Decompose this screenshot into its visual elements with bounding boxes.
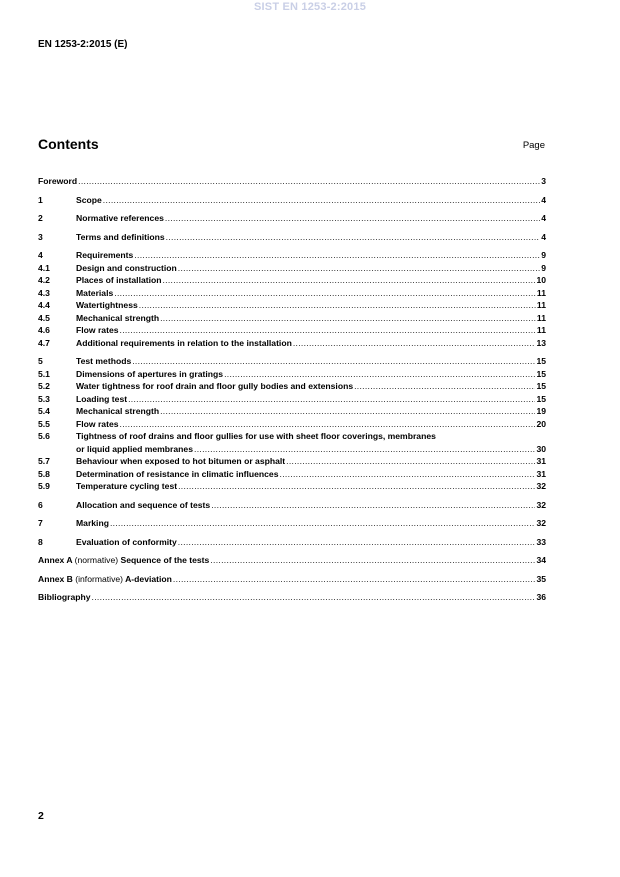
toc-entry-foreword[interactable]	[38, 175, 546, 188]
toc-entry-title: Marking	[76, 518, 109, 528]
toc-entry-title: Normative references	[76, 213, 164, 223]
toc-entry-4[interactable]	[38, 249, 546, 262]
toc-entry-page: 4	[541, 231, 546, 242]
toc-entry-5-3[interactable]	[38, 393, 546, 406]
page-number: 2	[38, 810, 44, 822]
toc-entry-page: 32	[536, 499, 546, 510]
toc-entry-number: 4.5	[38, 312, 50, 323]
toc-entry-title: Loading test	[76, 393, 128, 404]
toc-entry-number: 5.3	[38, 393, 50, 404]
toc-entry-page: 35	[536, 573, 546, 584]
toc-entry-4-5[interactable]	[38, 312, 546, 325]
toc-entry-page: 15	[536, 356, 546, 366]
toc-entry-number: 4.2	[38, 275, 50, 285]
toc-entry-5-5[interactable]	[38, 418, 546, 431]
annex-label: Annex A	[38, 555, 73, 565]
toc-entry-title: Evaluation of conformity	[76, 536, 177, 547]
toc-entry-number: 5.8	[38, 468, 50, 479]
toc-entry-number: 5.9	[38, 481, 50, 491]
toc-entry-title: Terms and definitions	[76, 231, 165, 242]
toc-entry-5-6[interactable]	[38, 443, 546, 456]
toc-entry-title: Flow rates	[76, 418, 119, 429]
toc-entry-number: 1	[38, 194, 43, 205]
toc-entry-number: 3	[38, 231, 43, 242]
toc-entry-1[interactable]	[38, 194, 546, 207]
toc-entry-title: Allocation and sequence of tests	[76, 499, 211, 510]
toc-entry-number: 5.1	[38, 368, 50, 379]
toc-entry-number: 2	[38, 213, 43, 223]
toc-entry-5-2[interactable]	[38, 380, 546, 393]
annex-label: Annex B	[38, 573, 73, 584]
toc-entry-title: Dimensions of apertures in gratings	[76, 368, 224, 379]
toc-entry-title: Materials	[76, 287, 114, 298]
toc-entry-title: or liquid applied membranes	[76, 443, 193, 454]
toc-entry-title: Mechanical strength	[76, 312, 160, 323]
toc-entry-page: 13	[536, 337, 546, 348]
toc-entry-5-4[interactable]	[38, 405, 546, 418]
toc-entry-number: 4.4	[38, 300, 50, 310]
toc-entry-page: 11	[536, 312, 546, 323]
toc-entry-page: 9	[541, 262, 546, 273]
toc-entry-4-4[interactable]	[38, 299, 546, 312]
toc-entry-5-9[interactable]	[38, 480, 546, 493]
toc-entry-number: 5.4	[38, 406, 50, 416]
toc-entry-page: 9	[541, 250, 546, 260]
toc-entry-8[interactable]	[38, 536, 546, 549]
toc-entry-title: Mechanical strength	[76, 406, 160, 416]
toc-entry-6[interactable]	[38, 499, 546, 512]
toc-entry-4-2[interactable]	[38, 274, 546, 287]
toc-entry-number: 5.2	[38, 381, 50, 391]
toc-entry-page: 34	[536, 555, 546, 565]
toc-entry-number: 5	[38, 356, 43, 366]
toc-entry-5-8[interactable]	[38, 468, 546, 481]
toc-entry-page: 11	[536, 300, 546, 310]
toc-entry-4-1[interactable]	[38, 262, 546, 275]
toc-entry-page: 15	[536, 381, 546, 391]
toc-entry-5-1[interactable]	[38, 368, 546, 381]
toc-entry-title: Determination of resistance in climatic influences	[76, 468, 279, 479]
toc-entry-number: 4.6	[38, 325, 50, 335]
toc-entry-page: 30	[536, 443, 546, 454]
toc-entry-page: 15	[536, 368, 546, 379]
document-id: EN 1253-2:2015 (E)	[38, 39, 128, 50]
toc-entry-5-7[interactable]	[38, 455, 546, 468]
toc-entry-number: 4.3	[38, 287, 50, 298]
toc-entry-annex-b[interactable]	[38, 573, 546, 586]
toc-entry-title: Test methods	[76, 356, 132, 366]
toc-entry-page: 36	[536, 592, 546, 602]
toc-entry-title: Temperature cycling test	[76, 481, 178, 491]
toc-entry-number: 4.1	[38, 262, 50, 273]
toc-entry-page: 32	[536, 518, 546, 528]
toc-entry-4-6[interactable]	[38, 324, 546, 337]
toc-entry-3[interactable]	[38, 231, 546, 244]
toc-entry-annex-a[interactable]	[38, 554, 546, 567]
toc-entry-title: Foreword	[38, 176, 78, 186]
toc-entry-title: Flow rates	[76, 325, 119, 335]
page-column-label: Page	[522, 140, 545, 151]
toc-entry-7[interactable]	[38, 517, 546, 530]
toc-entry-title: Places of installation	[76, 275, 162, 285]
contents-heading: Contents	[38, 136, 99, 152]
annex-type: (informative)	[75, 573, 124, 584]
toc-entry-5-6-line1[interactable]	[38, 430, 546, 443]
toc-entry-number: 4	[38, 250, 43, 260]
toc-entry-title: Watertightness	[76, 300, 138, 310]
toc-entry-4-3[interactable]	[38, 287, 546, 300]
toc-entry-page: 4	[541, 213, 546, 223]
toc-entry-number: 7	[38, 518, 43, 528]
toc-entry-page: 10	[536, 275, 546, 285]
toc-entry-title: Behaviour when exposed to hot bitumen or asphalt	[76, 456, 286, 466]
toc-entry-number: 5.5	[38, 418, 50, 429]
toc-entry-title: Water tightness for roof drain and floor gully bodies and extensions	[76, 381, 354, 391]
toc-entry-5[interactable]	[38, 355, 546, 368]
toc-entry-page: 32	[536, 481, 546, 491]
annex-type: (normative)	[74, 555, 119, 565]
toc-entry-page: 11	[536, 325, 546, 335]
toc-entry-number: 4.7	[38, 337, 50, 348]
toc-entry-page: 4	[541, 194, 546, 205]
toc-entry-page: 15	[536, 393, 546, 404]
toc-entry-title: Scope	[76, 194, 102, 205]
toc-entry-title: Sequence of the tests	[120, 555, 210, 565]
table-of-contents	[38, 175, 546, 604]
toc-entry-number: 5.7	[38, 456, 50, 466]
toc-entry-page: 20	[536, 418, 546, 429]
toc-entry-number: 8	[38, 536, 43, 547]
toc-entry-2[interactable]	[38, 212, 546, 225]
toc-entry-number: 5.6	[38, 431, 50, 441]
toc-entry-title: Design and construction	[76, 262, 177, 273]
toc-entry-title: Requirements	[76, 250, 134, 260]
toc-entry-bibliography[interactable]	[38, 591, 546, 604]
watermark: SIST EN 1253-2:2015	[253, 1, 367, 13]
toc-entry-title: A-deviation	[125, 573, 172, 584]
toc-entry-page: 3	[541, 176, 546, 186]
toc-entry-page: 19	[536, 406, 546, 416]
toc-entry-number: 6	[38, 499, 43, 510]
toc-entry-title: Additional requirements in relation to the installation	[76, 337, 292, 348]
toc-entry-page: 31	[536, 468, 546, 479]
toc-entry-page: 11	[536, 287, 546, 298]
toc-entry-page: 33	[536, 536, 546, 547]
toc-entry-title-line1: Tightness of roof drains and floor gullies for use with sheet floor coverings, membranes	[76, 431, 436, 441]
toc-entry-4-7[interactable]	[38, 337, 546, 350]
toc-entry-title: Bibliography	[38, 592, 91, 602]
toc-entry-page: 31	[536, 456, 546, 466]
